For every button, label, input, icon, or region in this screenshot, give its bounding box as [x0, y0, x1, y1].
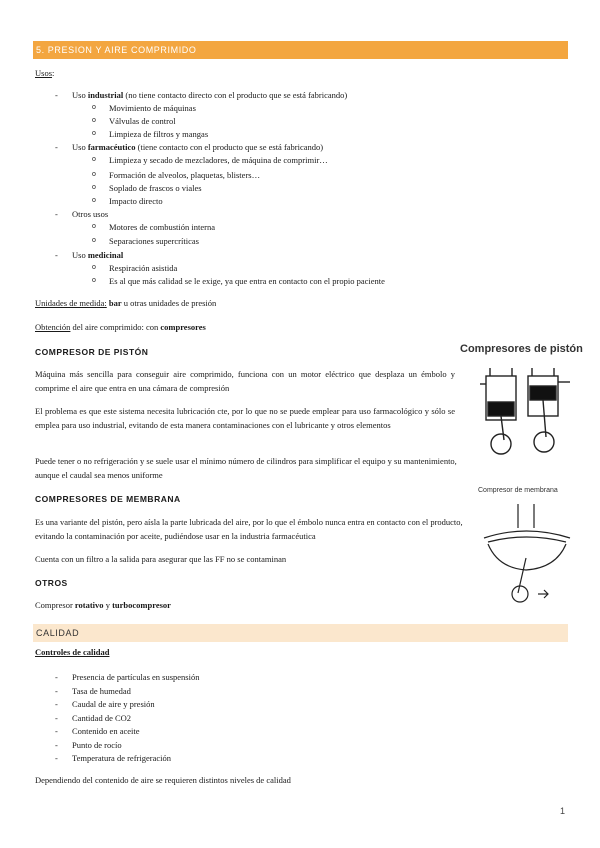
bullet-marker: o	[92, 184, 96, 191]
list-item: Contenido en aceite	[72, 726, 140, 736]
list-item: Temperatura de refrigeración	[72, 753, 171, 763]
dash-marker: -	[55, 686, 58, 696]
list-item: Respiración asistida	[109, 263, 178, 273]
bullet-marker: o	[92, 104, 96, 111]
list-item: Punto de rocío	[72, 740, 122, 750]
bullet-marker: o	[92, 117, 96, 124]
dash-marker: -	[55, 726, 58, 736]
bullet-marker: o	[92, 197, 96, 204]
list-item: Motores de combustión interna	[109, 222, 215, 232]
dash-marker: -	[55, 699, 58, 709]
dash-marker: -	[55, 250, 58, 260]
heading-compresores-membrana: COMPRESORES DE MEMBRANA	[35, 494, 181, 504]
dash-marker: -	[55, 672, 58, 682]
paragraph: El problema es que este sistema necesita lubricación cte, por lo que no se puede emplear para uso farmacológico y sólo se emplea para uso industrial, evitando de esta manera contaminaciones con el lubricante y otros elementos	[35, 406, 455, 430]
bullet-marker: o	[92, 277, 96, 284]
list-item: Caudal de aire y presión	[72, 699, 155, 709]
list-item: Cantidad de CO2	[72, 713, 132, 723]
bullet-marker: o	[92, 264, 96, 271]
dash-marker: -	[55, 90, 58, 100]
dash-marker: -	[55, 713, 58, 723]
dash-marker: -	[55, 740, 58, 750]
list-item: Presencia de partículas en suspensión	[72, 672, 200, 682]
heading-compresor-piston: COMPRESOR DE PISTÓN	[35, 347, 149, 357]
figure-title-piston: Compresores de pistón	[460, 343, 583, 355]
dash-marker: -	[55, 142, 58, 152]
list-item: Limpieza de filtros y mangas	[109, 129, 209, 139]
membrane-compressor-diagram	[478, 498, 578, 610]
bullet-marker: o	[92, 156, 96, 163]
paragraph: Máquina más sencilla para conseguir aire comprimido, funciona con un motor eléctrico que desplaza un émbolo y comprime el aire que entra en una cámara de compresión	[35, 369, 455, 393]
controles-label: Controles de calidad	[35, 647, 110, 657]
uso-farmaceutico: Uso farmacéutico (tiene contacto con el producto que se está fabricando)	[72, 142, 324, 152]
page-number: 1	[559, 806, 565, 816]
heading-otros: OTROS	[35, 578, 68, 588]
usos-label: Usos:	[35, 68, 55, 78]
piston-compressor-diagram	[470, 362, 580, 462]
list-item: Soplado de frascos o viales	[109, 183, 202, 193]
dash-marker: -	[55, 753, 58, 763]
bullet-marker: o	[92, 130, 96, 137]
unidades-de-medida: Unidades de medida: bar u otras unidades de presión	[35, 298, 217, 308]
paragraph: Es una variante del pistón, pero aísla la parte lubricada del aire, por lo que el émbolo nunca entra en contacto con el producto, evitando la contaminación por aceite, pudiéndose usar en la industria farmacéutica	[35, 517, 463, 541]
list-item: Tasa de humedad	[72, 686, 131, 696]
otros-usos: Otros usos	[72, 209, 109, 219]
list-item: Válvulas de control	[109, 116, 176, 126]
list-item: Movimiento de máquinas	[109, 103, 196, 113]
list-item: Impacto directo	[109, 196, 163, 206]
list-item: Limpieza y secado de mezcladores, de máquina de comprimir…	[109, 155, 328, 165]
uso-industrial: Uso industrial (no tiene contacto directo con el producto que se está fabricando)	[72, 90, 348, 100]
paragraph: Cuenta con un filtro a la salida para asegurar que las FF no se contaminan	[35, 554, 287, 564]
bullet-marker: o	[92, 171, 96, 178]
list-item: Separaciones supercríticas	[109, 236, 199, 246]
paragraph: Puede tener o no refrigeración y se suele usar el mínimo número de cilindros para simplificar el equipo y su mantenimiento, aunque el caudal sea menos uniforme	[35, 456, 457, 480]
list-item: Es al que más calidad se le exige, ya que entra en contacto con el propio paciente	[109, 276, 385, 286]
dash-marker: -	[55, 209, 58, 219]
section-header-presion: 5. PRESION Y AIRE COMPRIMIDO	[33, 41, 568, 59]
uso-medicinal: Uso medicinal	[72, 250, 124, 260]
otros-compresores: Compresor rotativo y turbocompresor	[35, 600, 171, 610]
calidad-footer-text: Dependiendo del contenido de aire se requieren distintos niveles de calidad	[35, 775, 291, 785]
obtencion: Obtención del aire comprimido: con compresores	[35, 322, 206, 332]
bullet-marker: o	[92, 237, 96, 244]
section-header-calidad: CALIDAD	[33, 624, 568, 642]
list-item: Formación de alveolos, plaquetas, blisters…	[109, 170, 261, 180]
bullet-marker: o	[92, 223, 96, 230]
figure-title-membrana: Compresor de membrana	[478, 487, 558, 494]
